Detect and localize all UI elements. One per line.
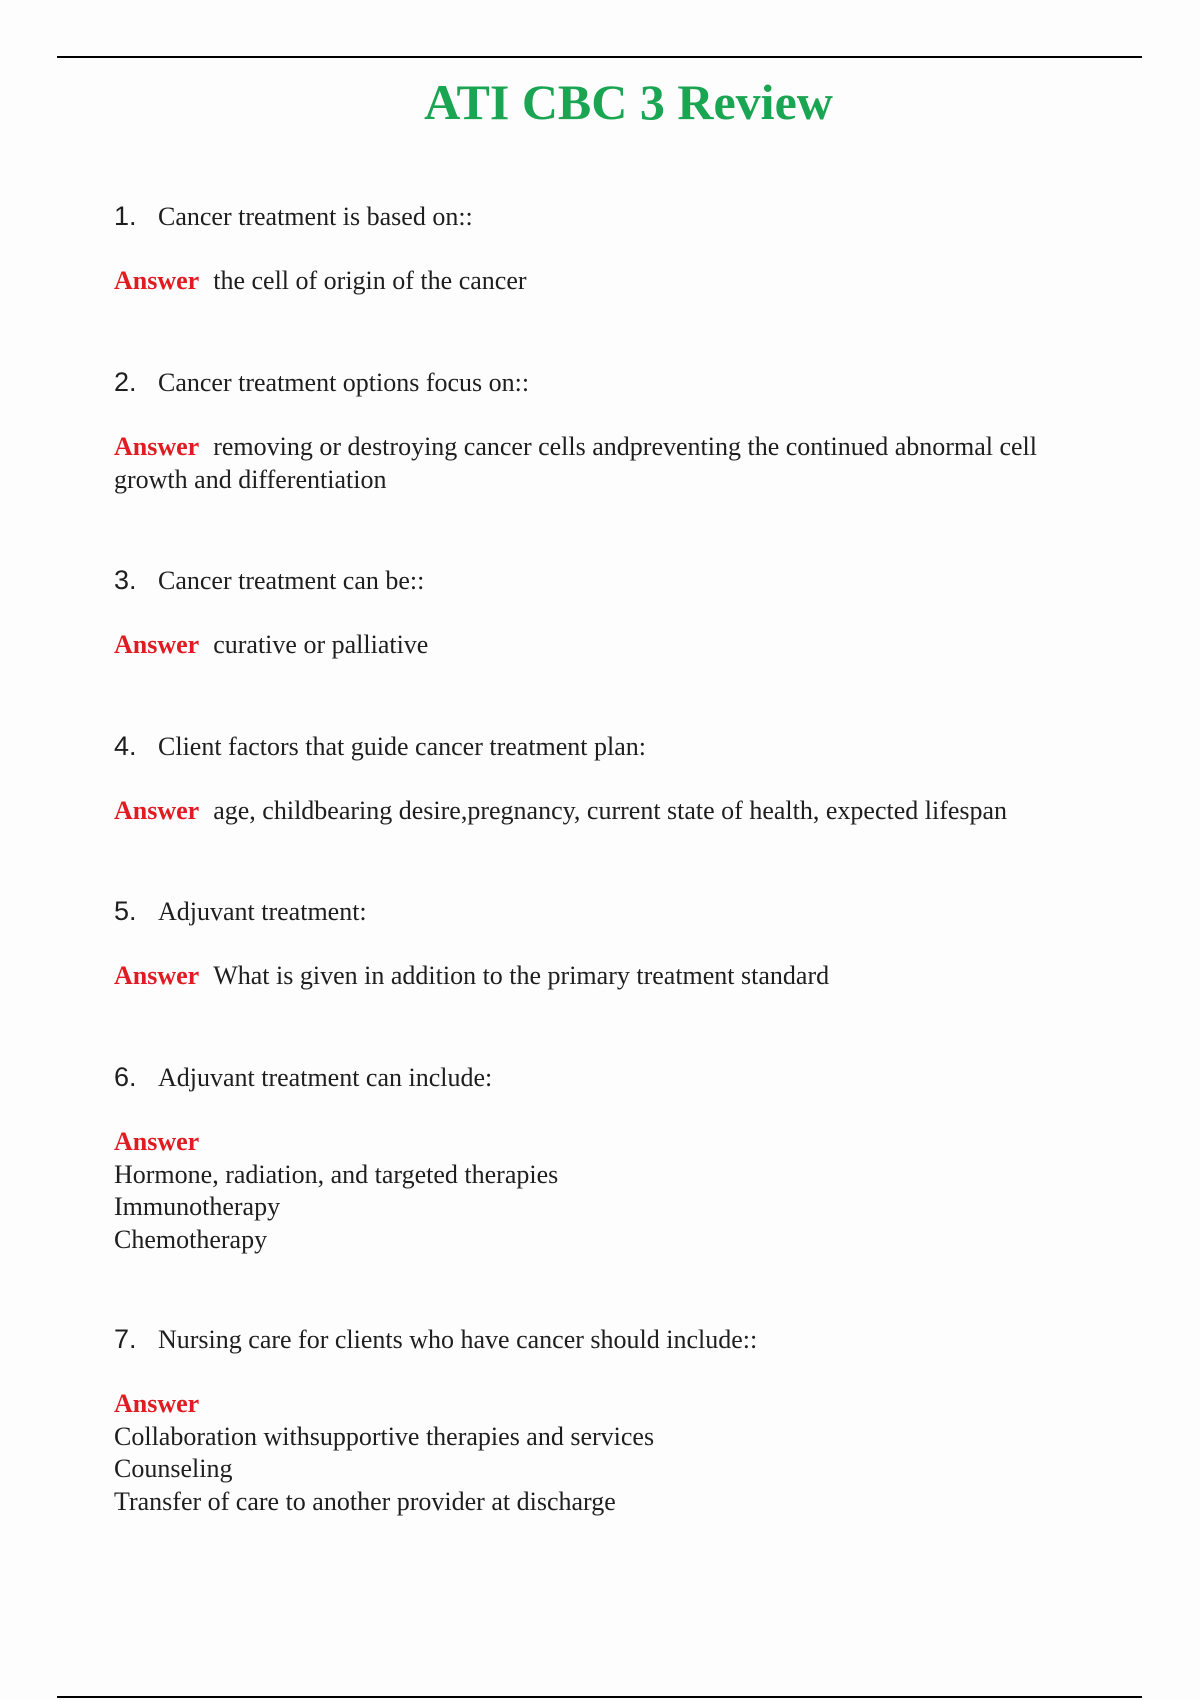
answer: [114, 1388, 1114, 1518]
answer-label: Answer: [114, 1127, 200, 1156]
question-number: 6.: [114, 1062, 137, 1092]
question-number: 5.: [114, 896, 137, 926]
question-text: Adjuvant treatment can include:: [158, 1063, 493, 1092]
question-number: 1.: [114, 201, 137, 231]
question: [114, 1323, 1114, 1355]
document-title: ATI CBC 3 Review: [424, 74, 833, 130]
question-number: 3.: [114, 565, 137, 595]
answer-text: What is given in addition to the primary treatment standard: [213, 961, 830, 990]
answer-line: Chemotherapy: [114, 1224, 268, 1254]
qa-item-1: [114, 200, 1114, 298]
answer: [114, 1126, 1114, 1256]
qa-item-6: [114, 1061, 1114, 1256]
top-rule: [57, 56, 1142, 58]
bottom-rule: [57, 1696, 1142, 1698]
answer-line: Immunotherapy: [114, 1192, 281, 1221]
answer-text: curative or palliative: [213, 630, 429, 659]
question-text: Client factors that guide cancer treatment plan:: [158, 732, 647, 761]
answer: [114, 629, 1114, 662]
qa-item-3: [114, 564, 1114, 662]
answer-line: Hormone, radiation, and targeted therapies: [114, 1159, 559, 1189]
question-text: Adjuvant treatment:: [158, 897, 367, 926]
question-text: Cancer treatment can be::: [158, 566, 425, 595]
answer-text: the cell of origin of the cancer: [213, 266, 527, 295]
answer: [114, 431, 1114, 496]
qa-item-4: [114, 730, 1114, 828]
answer-label: Answer: [114, 796, 200, 825]
question: [114, 366, 1114, 398]
answer: [114, 795, 1114, 828]
question: [114, 200, 1114, 232]
answer-text: age, childbearing desire,pregnancy, current state of health, expected lifespan: [213, 796, 1008, 825]
answer: [114, 960, 1114, 993]
question-text: Nursing care for clients who have cancer should include::: [158, 1325, 758, 1354]
question: [114, 1061, 1114, 1093]
qa-item-7: [114, 1323, 1114, 1518]
answer-label: Answer: [114, 266, 200, 295]
question-number: 4.: [114, 731, 137, 761]
question: [114, 564, 1114, 596]
answer-label: Answer: [114, 432, 200, 461]
answer-text: removing or destroying cancer cells andpreventing the continued abnormal cell growth and differentiation: [114, 432, 1037, 494]
question-text: Cancer treatment options focus on::: [158, 368, 530, 397]
answer-line: Collaboration withsupportive therapies and services: [114, 1421, 655, 1451]
question-number: 7.: [114, 1324, 137, 1354]
question-number: 2.: [114, 367, 137, 397]
answer-label: Answer: [114, 1389, 200, 1418]
qa-item-5: [114, 895, 1114, 993]
answer-line: Counseling: [114, 1454, 233, 1483]
answer-label: Answer: [114, 630, 200, 659]
question-text: Cancer treatment is based on::: [158, 202, 473, 231]
qa-item-2: [114, 366, 1114, 496]
answer: [114, 265, 1114, 298]
question: [114, 730, 1114, 762]
answer-line: Transfer of care to another provider at discharge: [114, 1486, 616, 1516]
question: [114, 895, 1114, 927]
answer-label: Answer: [114, 961, 200, 990]
